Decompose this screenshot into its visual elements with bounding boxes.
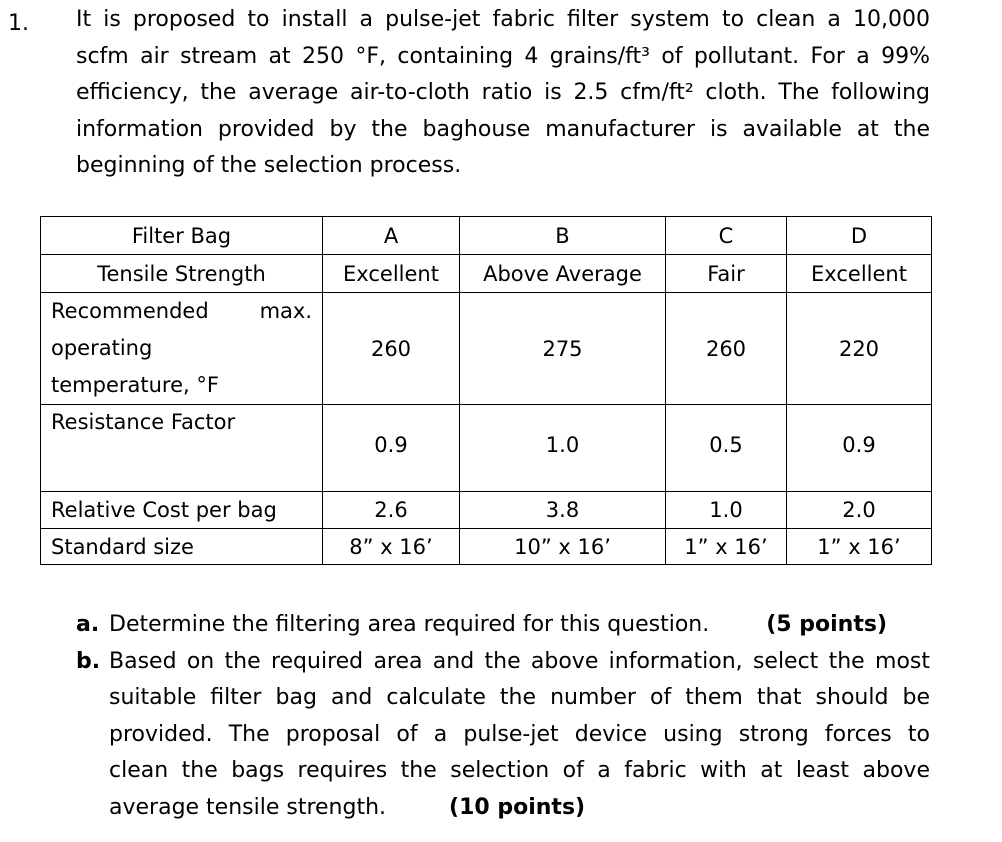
- table-cell: Excellent: [787, 255, 932, 293]
- table-cell: 220: [787, 293, 932, 405]
- part-b-points: (10 points): [449, 794, 586, 820]
- table-cell: Excellent: [323, 255, 460, 293]
- part-b-line: provided. The proposal of a pulse-jet device using strong forces to: [109, 721, 930, 747]
- table-cell: 1.0: [666, 492, 787, 529]
- part-a-points: (5 points): [766, 612, 888, 637]
- temperature-label-part: temperature, °F: [51, 373, 219, 397]
- temperature-label-part: Recommended: [51, 299, 209, 323]
- table-cell: 2.0: [787, 492, 932, 529]
- intro-line: It is proposed to install a pulse-jet fabric filter system to clean a 10,000: [76, 7, 930, 32]
- intro-line: information provided by the baghouse manufacturer is available at the: [76, 116, 930, 142]
- table-cell: 10” x 16’: [460, 529, 666, 565]
- part-b-line: suitable filter bag and calculate the number of them that should be: [109, 685, 930, 710]
- table-cell: 1” x 16’: [787, 529, 932, 565]
- table-cell: 2.6: [323, 492, 460, 529]
- size-label: Standard size: [41, 529, 323, 565]
- table-row-cost: [41, 492, 932, 529]
- table-row-size: [41, 529, 932, 565]
- part-a-text: Determine the filtering area required for this question.: [109, 612, 710, 637]
- temperature-label-part: max.: [259, 299, 312, 323]
- column-header-a: A: [323, 217, 460, 255]
- table-cell: 1.0: [460, 405, 666, 492]
- part-b-line: Based on the required area and the above information, select the most: [109, 648, 930, 674]
- question-parts: [76, 607, 930, 826]
- cost-label: Relative Cost per bag: [41, 492, 323, 529]
- table-row-temperature: [41, 293, 932, 405]
- resistance-label: Resistance Factor: [41, 405, 323, 492]
- intro-line: efficiency, the average air-to-cloth ratio is 2.5 cfm/ft² cloth. The following: [76, 80, 930, 105]
- column-header-b: B: [460, 217, 666, 255]
- table-cell: 260: [323, 293, 460, 405]
- table-cell: 0.5: [666, 405, 787, 492]
- intro-line: scfm air stream at 250 °F, containing 4 grains/ft³ of pollutant. For a 99%: [76, 43, 930, 69]
- table-cell: Above Average: [460, 255, 666, 293]
- table-cell: Fair: [666, 255, 787, 293]
- intro-line: beginning of the selection process.: [76, 153, 462, 178]
- table-cell: 275: [460, 293, 666, 405]
- tensile-label: Tensile Strength: [41, 255, 323, 293]
- table-cell: 260: [666, 293, 787, 405]
- part-b-line: average tensile strength.: [109, 794, 387, 820]
- question-number: 1.: [8, 11, 29, 36]
- column-header-c: C: [666, 217, 787, 255]
- table-row-filter-bag: [41, 217, 932, 255]
- part-letter: a.: [76, 612, 100, 637]
- part-letter: b.: [76, 648, 101, 674]
- filter-bag-header-label: Filter Bag: [41, 217, 323, 255]
- part-b: [76, 644, 930, 827]
- temperature-label: [41, 293, 323, 405]
- table-cell: 3.8: [460, 492, 666, 529]
- part-a: [76, 607, 930, 644]
- table-row-resistance: [41, 405, 932, 492]
- table-cell: 1” x 16’: [666, 529, 787, 565]
- table-cell: 8” x 16’: [323, 529, 460, 565]
- table-row-tensile: [41, 255, 932, 293]
- table-cell: 0.9: [787, 405, 932, 492]
- temperature-label-part: operating: [51, 336, 153, 360]
- filter-bag-table: [40, 216, 932, 565]
- part-b-line: clean the bags requires the selection of a fabric with at least above: [109, 758, 930, 783]
- table-cell: 0.9: [323, 405, 460, 492]
- question-intro: [76, 2, 930, 185]
- column-header-d: D: [787, 217, 932, 255]
